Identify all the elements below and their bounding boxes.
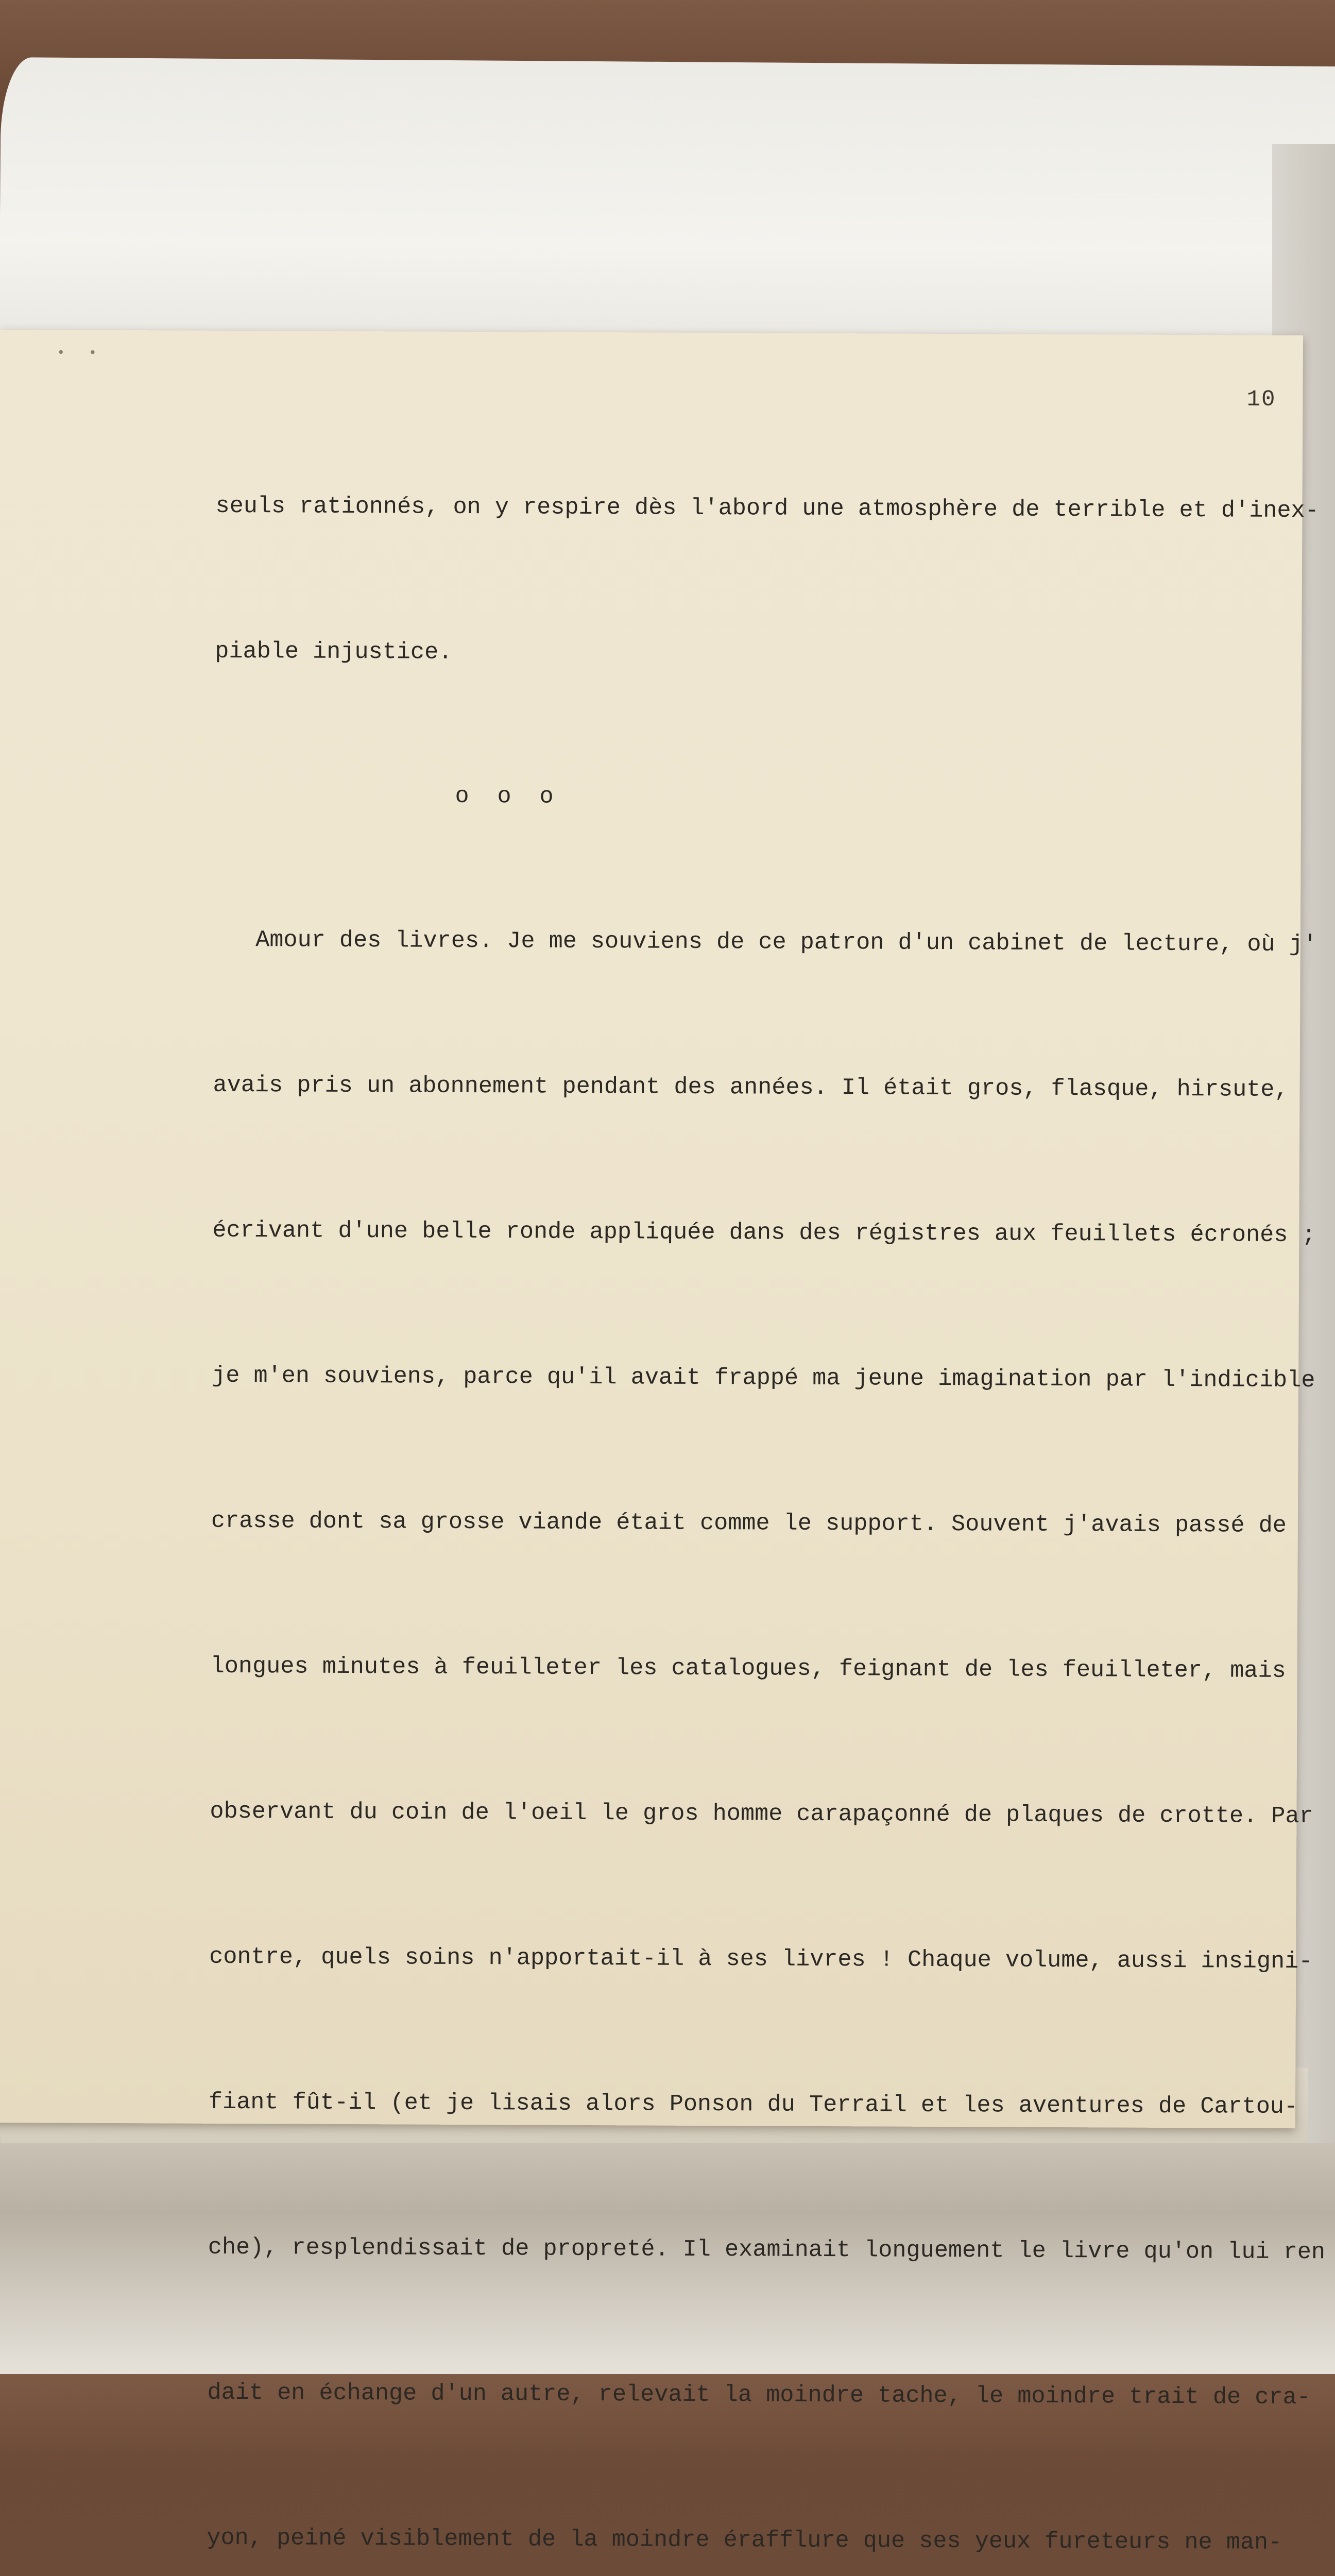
text-line: yon, peiné visiblement de la moindre érafflure que ses yeux fureteurs ne man- (207, 2524, 1282, 2556)
background-sheet (0, 57, 1335, 376)
text-line: longues minutes à feuilleter les catalogues, feignant de les feuilleter, mais (210, 1652, 1286, 1684)
text-line: seuls rationnés, on y respire dès l'abord une atmosphère de terrible et d'inex- (215, 492, 1319, 524)
punch-marks: • • (56, 345, 105, 362)
typed-page (0, 330, 1326, 2556)
section-separator: o o o (455, 783, 561, 810)
text-line: avais pris un abonnement pendant des années. Il était gros, flasque, hirsute, (213, 1071, 1289, 1103)
paragraph-2 (202, 819, 1326, 2576)
text-line: crasse dont sa grosse viande était comme le support. Souvent j'avais passé de (211, 1507, 1287, 1539)
text-line: che), resplendissait de propreté. Il examinait longuement le livre qu'on lui ren (208, 2233, 1326, 2266)
text-line: écrivant d'une belle ronde appliquée dans des régistres aux feuillets écronés ; (212, 1216, 1316, 1249)
text-line: je m'en souviens, parce qu'il avait frappé ma jeune imagination par l'indicible (212, 1362, 1315, 1394)
page-body (196, 385, 1326, 2576)
text-line: contre, quels soins n'apportait-il à ses livres ! Chaque volume, aussi insigni- (209, 1943, 1313, 1975)
text-line: dait en échange d'un autre, relevait la moindre tache, le moindre trait de cra- (207, 2379, 1311, 2411)
text-line: piable injustice. (215, 637, 453, 666)
text-line: fiant fût-il (et je lisais alors Ponson du Terrail et les aventures de Cartou- (208, 2088, 1298, 2121)
paragraph-1 (214, 385, 1319, 777)
text-line: Amour des livres. Je me souviens de ce patron d'un cabinet de lecture, où j' (213, 926, 1317, 958)
page-number: 10 (1246, 386, 1276, 413)
text-line: observant du coin de l'oeil le gros homme carapaçonné de plaques de crotte. Par (210, 1798, 1313, 1830)
